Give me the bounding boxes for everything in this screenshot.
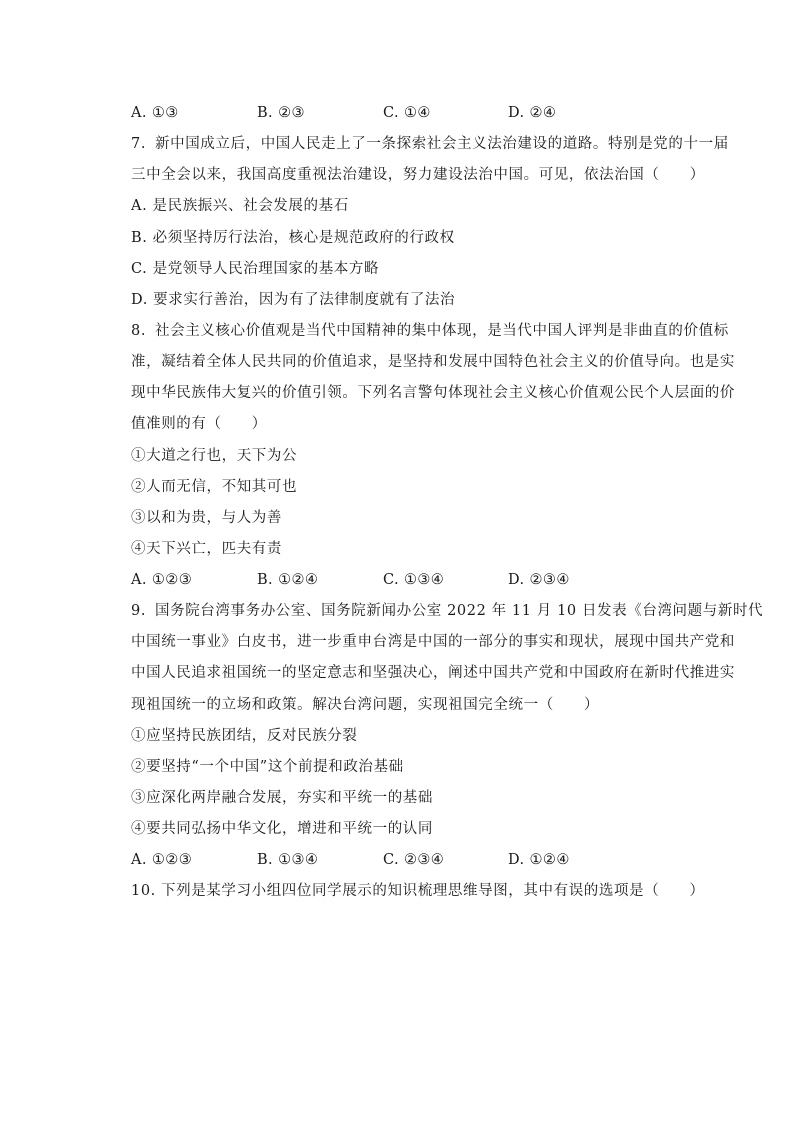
- q8-item-1: ①大道之行也，天下为公: [131, 448, 298, 464]
- q9-item-4: ④要共同弘扬中华文化，增进和平统一的认同: [131, 821, 433, 837]
- q8-item-3: ③以和为贵，与人为善: [131, 510, 282, 526]
- q8-number: 8.: [131, 323, 147, 339]
- q9-option-a: A. ①②③: [131, 852, 193, 868]
- q7-stem-line-1: 7. 新中国成立后，中国人民走上了一条探索社会主义法治建设的道路。特别是党的十一届: [131, 136, 729, 152]
- q8-stem-line-3: 现中华民族伟大复兴的价值引领。下列名言警句体现社会主义核心价值观公民个人层面的价: [131, 385, 735, 401]
- q9-item-1: ①应坚持民族团结，反对民族分裂: [131, 728, 358, 744]
- q7-choice-d: D. 要求实行善治，因为有了法律制度就有了法治: [131, 292, 456, 308]
- q10-number: 10.: [131, 883, 156, 899]
- q9-number: 9.: [131, 603, 147, 619]
- q7-choice-c: C. 是党领导人民治理国家的基本方略: [131, 261, 380, 277]
- q9-stem-line-4: 现祖国统一的立场和政策。解决台湾问题，实现祖国完全统一（ ）: [131, 697, 600, 713]
- q8-option-a: A. ①②③: [131, 572, 193, 588]
- q7-choice-a: A. 是民族振兴、社会发展的基石: [131, 198, 349, 214]
- q8-stem-line-2: 准，凝结着全体人民共同的价值追求，是坚持和发展中国特色社会主义的价值导向。也是实: [131, 354, 735, 370]
- q7-choice-b: B. 必须坚持厉行法治，核心是规范政府的行政权: [131, 230, 455, 246]
- q9-option-c: C. ②③④: [383, 852, 445, 868]
- q8-option-d: D. ②③④: [508, 572, 570, 588]
- q8-options: [131, 570, 691, 590]
- q7-stem-line-2: 三中全会以来，我国高度重视法治建设，努力建设法治中国。可见，依法治国（ ）: [131, 167, 705, 183]
- q9-stem-line-2: 中国统一事业》白皮书，进一步重申台湾是中国的一部分的事实和现状，展现中国共产党和: [131, 634, 735, 650]
- q6-option-a: A. ①③: [131, 105, 179, 121]
- q10-stem-line-1: 10. 下列是某学习小组四位同学展示的知识梳理思维导图，其中有误的选项是（ ）: [131, 883, 705, 899]
- q7-number: 7.: [131, 136, 147, 152]
- q9-stem-line-3: 中国人民追求祖国统一的坚定意志和坚强决心，阐述中国共产党和中国政府在新时代推进实: [131, 665, 735, 681]
- q9-option-b: B. ①③④: [257, 852, 319, 868]
- q8-item-4: ④天下兴亡，匹夫有责: [131, 541, 282, 557]
- q9-item-3: ③应深化两岸融合发展，夯实和平统一的基础: [131, 790, 433, 806]
- q8-stem-line-4: 值准则的有（ ）: [131, 416, 267, 432]
- q9-item-2: ②要坚持“一个中国”这个前提和政治基础: [131, 759, 404, 775]
- q9-option-d: D. ①②④: [508, 852, 570, 868]
- q8-option-c: C. ①③④: [383, 572, 445, 588]
- q6-options: [131, 103, 691, 123]
- q8-item-2: ②人而无信，不知其可也: [131, 479, 298, 495]
- q8-stem-line-1: 8. 社会主义核心价值观是当代中国精神的集中体现，是当代中国人评判是非曲直的价值标: [131, 323, 729, 339]
- q6-option-d: D. ②④: [508, 105, 557, 121]
- q8-option-b: B. ①②④: [257, 572, 319, 588]
- q9-stem-line-1: 9. 国务院台湾事务办公室、国务院新闻办公室 2022 年 11 月 10 日发表《台湾问题与新时代: [131, 603, 764, 619]
- q9-options: [131, 850, 691, 870]
- q6-option-c: C. ①④: [383, 105, 431, 121]
- q6-option-b: B. ②③: [257, 105, 305, 121]
